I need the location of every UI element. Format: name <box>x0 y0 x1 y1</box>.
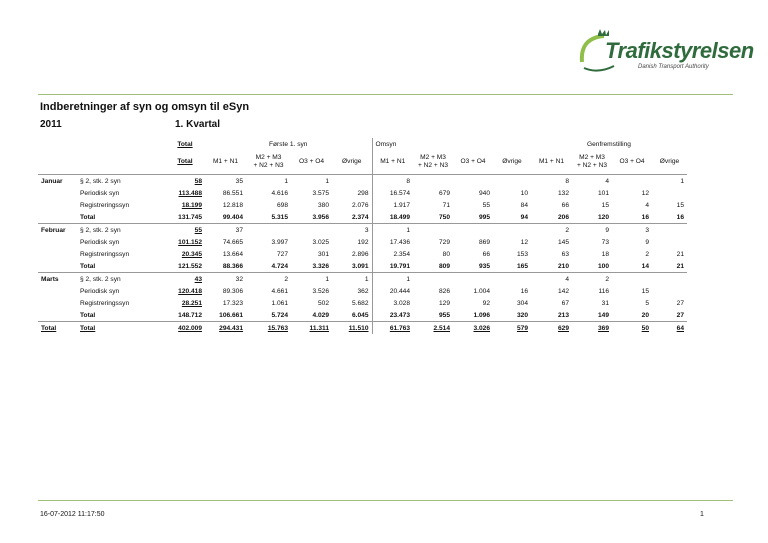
table-cell: 192 <box>357 238 369 246</box>
header-spacer <box>38 150 77 175</box>
table-cell: 15 <box>676 201 684 209</box>
table-cell: 50 <box>612 322 652 335</box>
table-cell: 64 <box>652 322 687 335</box>
table-cell: 129 <box>438 299 450 307</box>
table-cell: 995 <box>478 213 490 221</box>
table-cell: 153 <box>516 250 528 258</box>
table-cell: 16 <box>641 213 649 221</box>
table-row <box>38 309 687 322</box>
print-datetime: 16-07-2012 11:17:50 <box>40 511 105 518</box>
table-cell: 145 <box>557 238 569 246</box>
table-cell <box>652 187 687 199</box>
genfremstilling-header: Genfremstilling <box>587 140 631 148</box>
table-cell: 1 <box>652 175 687 188</box>
table-cell: 21 <box>676 262 684 270</box>
table-cell: 698 <box>276 201 288 209</box>
table-cell: 66 <box>561 201 569 209</box>
table-cell: 298 <box>357 189 369 197</box>
table-cell: 63 <box>561 250 569 258</box>
table-cell <box>652 236 687 248</box>
group-header-row <box>38 138 687 150</box>
table-cell: 43 <box>165 273 205 286</box>
table-cell <box>332 175 372 188</box>
table-cell: 15.763 <box>246 322 291 335</box>
table-cell: 1 <box>291 273 332 286</box>
table-cell: 206 <box>557 213 569 221</box>
table-cell: 4.029 <box>312 311 329 319</box>
total-group-header: Total <box>177 140 193 148</box>
table-cell: 73 <box>601 238 609 246</box>
table-cell: 13.664 <box>222 250 243 258</box>
month-label <box>38 260 77 273</box>
table-cell: 6.045 <box>351 311 369 319</box>
document-title: Indberetninger af syn og omsyn til eSyn <box>40 101 250 113</box>
table-cell: 165 <box>516 262 528 270</box>
month-label <box>38 285 77 297</box>
table-cell: 2 <box>645 250 649 258</box>
table-cell: 301 <box>317 250 329 258</box>
table-row <box>38 322 687 335</box>
header-spacer <box>77 150 165 175</box>
table-cell: 3.956 <box>312 213 329 221</box>
month-label: Februar <box>38 224 77 237</box>
table-cell: 1 <box>372 273 413 286</box>
report-table <box>38 138 687 334</box>
table-row <box>38 260 687 273</box>
logo-brand: Trafikstyrelsen <box>605 38 754 63</box>
table-cell: 113.488 <box>178 189 202 197</box>
table-cell <box>453 224 493 237</box>
table-cell <box>612 273 652 286</box>
table-cell: 809 <box>438 262 450 270</box>
table-cell: 11.311 <box>291 322 332 335</box>
table-cell: 94 <box>520 213 528 221</box>
table-cell: 4.661 <box>271 287 288 295</box>
column-header: M1 + N1 <box>212 158 239 165</box>
table-cell: 4 <box>531 273 572 286</box>
table-cell: 20.345 <box>181 250 202 258</box>
logo <box>578 28 754 78</box>
table-cell: 729 <box>438 238 450 246</box>
table-row <box>38 224 687 237</box>
table-row <box>38 285 687 297</box>
category-label: Total <box>80 262 96 270</box>
table-cell: 19.791 <box>372 260 413 273</box>
table-cell: 148.712 <box>178 311 202 319</box>
category-label: Total <box>80 213 96 221</box>
table-cell: 67 <box>561 299 569 307</box>
table-cell: 1.004 <box>473 287 490 295</box>
category-label: Total <box>80 311 96 319</box>
table-cell <box>652 273 687 286</box>
table-cell: 66 <box>482 250 490 258</box>
table-cell: 17.436 <box>372 236 413 248</box>
table-cell: 16.574 <box>372 187 413 199</box>
table-cell: 10 <box>520 189 528 197</box>
table-cell: 106.661 <box>219 311 243 319</box>
table-cell: 502 <box>317 299 329 307</box>
table-cell: 3.028 <box>372 297 413 309</box>
table-cell: 213 <box>557 311 569 319</box>
table-cell: 2 <box>246 273 291 286</box>
table-cell: 149 <box>597 311 609 319</box>
table-cell: 8 <box>372 175 413 188</box>
category-label: § 2, stk. 2 syn <box>77 273 165 286</box>
table-cell: 3.526 <box>312 287 329 295</box>
table-cell: 21 <box>676 250 684 258</box>
table-cell: 37 <box>205 224 246 237</box>
table-cell: 2.354 <box>372 248 413 260</box>
column-header: Øvrige <box>342 158 362 165</box>
column-header: M2 + M3 + N2 + N3 <box>417 154 449 169</box>
table-cell: 101.152 <box>178 238 202 246</box>
table-cell: 32 <box>205 273 246 286</box>
table-cell: 55 <box>482 201 490 209</box>
table-row <box>38 248 687 260</box>
category-label: Registreringssyn <box>80 299 130 307</box>
table-cell <box>453 175 493 188</box>
table-cell: 35 <box>205 175 246 188</box>
table-cell: 142 <box>557 287 569 295</box>
table-cell: 84 <box>520 201 528 209</box>
category-label: Periodisk syn <box>80 189 120 197</box>
table-cell: 5.315 <box>271 213 288 221</box>
table-cell: 1 <box>332 273 372 286</box>
table-cell: 826 <box>438 287 450 295</box>
column-header: M2 + M3 + N2 + N3 <box>253 154 284 169</box>
table-cell: 869 <box>478 238 490 246</box>
table-cell: 55 <box>165 224 205 237</box>
category-label: § 2, stk. 2 syn <box>77 175 165 188</box>
forste-syn-header: Første 1. syn <box>269 140 308 148</box>
table-cell: 17.323 <box>222 299 243 307</box>
table-cell: 4 <box>572 175 612 188</box>
table-cell <box>612 175 652 188</box>
table-cell: 16 <box>676 213 684 221</box>
table-cell <box>652 224 687 237</box>
category-label: Periodisk syn <box>80 287 120 295</box>
table-cell <box>413 273 453 286</box>
table-cell: 579 <box>493 322 531 335</box>
table-cell: 940 <box>478 189 490 197</box>
category-label: Registreringssyn <box>80 250 130 258</box>
column-header: Øvrige <box>502 158 522 165</box>
header-divider <box>38 94 733 95</box>
table-cell: 1.061 <box>271 299 288 307</box>
table-cell: 18.499 <box>372 211 413 224</box>
month-label <box>38 187 77 199</box>
month-label <box>38 309 77 322</box>
table-cell: 89.306 <box>222 287 243 295</box>
table-cell: 88.366 <box>222 262 243 270</box>
table-cell: 116 <box>598 287 609 295</box>
column-header-row <box>38 150 687 175</box>
table-cell: 2.896 <box>351 250 369 258</box>
table-cell: 2 <box>572 273 612 286</box>
table-cell: 11.510 <box>332 322 372 335</box>
table-cell: 121.552 <box>178 262 202 270</box>
month-label <box>38 297 77 309</box>
table-cell: 120 <box>597 213 609 221</box>
table-cell: 955 <box>438 311 450 319</box>
table-cell: 4 <box>645 201 649 209</box>
table-cell: 120.418 <box>178 287 202 295</box>
table-cell: 1.096 <box>473 311 490 319</box>
table-cell: 12 <box>520 238 528 246</box>
footer-divider <box>38 500 733 501</box>
table-cell: 27 <box>676 311 684 319</box>
table-cell: 15 <box>601 201 609 209</box>
column-header: Øvrige <box>659 158 680 165</box>
month-label: Total <box>38 322 77 335</box>
category-label: Registreringssyn <box>80 201 130 209</box>
table-row <box>38 236 687 248</box>
table-cell: 20 <box>641 311 649 319</box>
logo-subtitle: Danish Transport Authority <box>638 64 709 70</box>
column-header: O3 + O4 <box>460 158 486 165</box>
table-cell: 369 <box>572 322 612 335</box>
table-cell: 3.026 <box>453 322 493 335</box>
table-row <box>38 187 687 199</box>
table-cell: 92 <box>482 299 490 307</box>
column-header: O3 + O4 <box>619 158 645 165</box>
table-cell: 210 <box>557 262 569 270</box>
table-cell: 12.818 <box>222 201 243 209</box>
table-cell: 100 <box>597 262 609 270</box>
table-cell: 380 <box>317 201 329 209</box>
category-label: Periodisk syn <box>80 238 120 246</box>
report-year: 2011 <box>40 119 62 130</box>
table-cell: 99.404 <box>222 213 243 221</box>
table-cell <box>246 224 291 237</box>
table-cell: 28.251 <box>181 299 202 307</box>
column-header: M1 + N1 <box>372 150 413 175</box>
table-cell: 5.724 <box>271 311 288 319</box>
table-row <box>38 175 687 188</box>
category-label: Total <box>77 322 165 335</box>
month-label <box>38 199 77 211</box>
table-cell: 132 <box>557 189 569 197</box>
table-cell: 2 <box>531 224 572 237</box>
category-label: § 2, stk. 2 syn <box>77 224 165 237</box>
table-cell: 74.665 <box>222 238 243 246</box>
table-cell: 3 <box>332 224 372 237</box>
table-cell: 3.091 <box>351 262 369 270</box>
column-header: M1 + N1 <box>538 158 565 165</box>
table-cell <box>493 224 531 237</box>
table-cell: 9 <box>572 224 612 237</box>
table-cell: 402.009 <box>165 322 205 335</box>
table-cell: 1 <box>372 224 413 237</box>
omsyn-header: Omsyn <box>372 138 531 150</box>
table-cell: 1 <box>246 175 291 188</box>
table-cell: 320 <box>516 311 528 319</box>
table-cell: 2.514 <box>413 322 453 335</box>
report-period: 1. Kvartal <box>175 119 221 130</box>
table-cell <box>413 175 453 188</box>
table-cell <box>413 224 453 237</box>
table-cell: 4.724 <box>271 262 288 270</box>
table-cell: 304 <box>516 299 528 307</box>
table-cell: 80 <box>442 250 450 258</box>
table-cell: 294.431 <box>205 322 246 335</box>
table-cell: 71 <box>442 201 450 209</box>
table-cell: 2.374 <box>351 213 369 221</box>
table-cell: 14 <box>641 262 649 270</box>
table-cell: 2.076 <box>351 201 369 209</box>
table-cell: 8 <box>531 175 572 188</box>
table-cell: 15 <box>641 287 649 295</box>
table-cell <box>291 224 332 237</box>
month-label <box>38 211 77 224</box>
table-cell: 5 <box>645 299 649 307</box>
table-cell: 750 <box>438 213 450 221</box>
table-cell <box>493 273 531 286</box>
table-cell: 9 <box>645 238 649 246</box>
table-cell: 16 <box>520 287 528 295</box>
table-cell: 61.763 <box>372 322 413 335</box>
table-cell: 362 <box>357 287 369 295</box>
table-cell: 3 <box>612 224 652 237</box>
table-cell: 18 <box>601 250 609 258</box>
month-label: Marts <box>38 273 77 286</box>
month-label <box>38 236 77 248</box>
table-cell: 20.444 <box>372 285 413 297</box>
table-cell: 935 <box>478 262 490 270</box>
table-row <box>38 273 687 286</box>
page-number: 1 <box>700 511 704 518</box>
table-row <box>38 211 687 224</box>
table-cell: 1 <box>291 175 332 188</box>
table-row <box>38 199 687 211</box>
table-cell: 3.326 <box>312 262 329 270</box>
table-cell: 101 <box>597 189 609 197</box>
table-cell <box>652 285 687 297</box>
table-cell: 3.997 <box>271 238 288 246</box>
table-row <box>38 297 687 309</box>
table-cell: 131.745 <box>178 213 202 221</box>
column-header: Total <box>177 158 193 165</box>
table-cell: 629 <box>531 322 572 335</box>
month-label: Januar <box>38 175 77 188</box>
month-label <box>38 248 77 260</box>
table-cell: 86.551 <box>222 189 243 197</box>
table-cell: 1.917 <box>372 199 413 211</box>
table-cell: 5.682 <box>351 299 369 307</box>
table-cell: 12 <box>641 189 649 197</box>
table-cell: 3.575 <box>312 189 329 197</box>
table-cell: 727 <box>276 250 288 258</box>
table-cell: 23.473 <box>372 309 413 322</box>
table-cell: 679 <box>438 189 450 197</box>
table-cell: 18.199 <box>181 201 202 209</box>
table-cell: 4.616 <box>271 189 288 197</box>
table-cell <box>453 273 493 286</box>
table-cell: 58 <box>165 175 205 188</box>
table-cell: 31 <box>601 299 609 307</box>
table-cell <box>493 175 531 188</box>
table-cell: 3.025 <box>312 238 329 246</box>
column-header: O3 + O4 <box>298 158 325 165</box>
column-header: M2 + M3 + N2 + N3 <box>576 154 608 169</box>
table-cell: 27 <box>676 299 684 307</box>
